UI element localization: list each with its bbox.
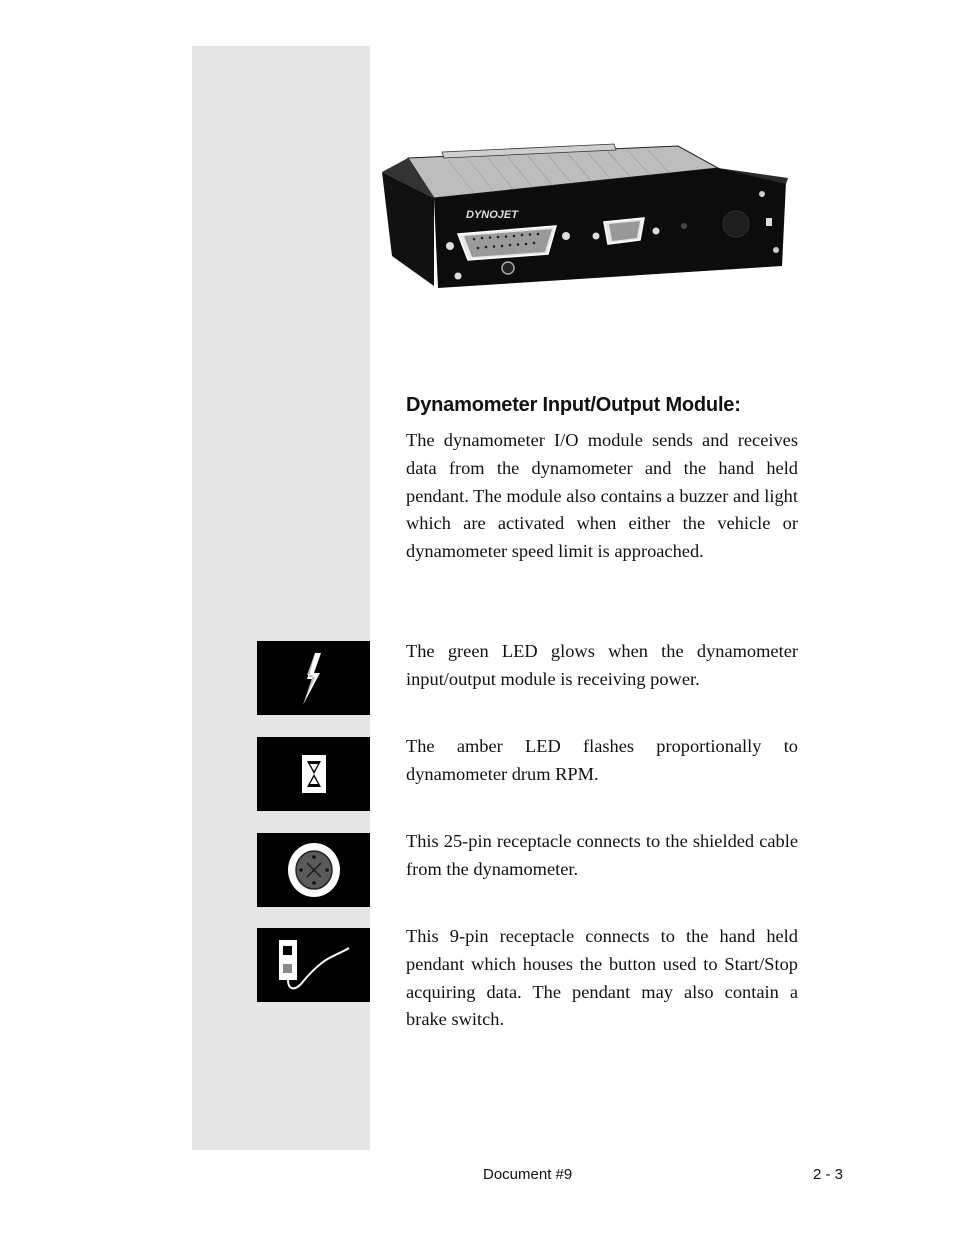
led-green-description: The green LED glows when the dynamometer input/output module is receiving power. [406, 641, 798, 689]
lightning-bolt-icon [257, 641, 370, 715]
section-heading: Dynamometer Input/Output Module: [406, 394, 741, 416]
connector-icon [257, 833, 370, 907]
footer-page-number: 2 - 3 [813, 1166, 844, 1183]
connector-9pin-description: This 9-pin receptacle connects to the hand held pendant which houses the button used to Start/Stop acquiring data. The pendant may also contain a brake switch. [406, 926, 798, 1030]
connector-25pin-description: This 25-pin receptacle connects to the shielded cable from the dynamometer. [406, 831, 798, 879]
intro-paragraph: The dynamometer I/O module sends and receives data from the dynamometer and the hand held pendant. The module also contains a buzzer and light which are activated when either the vehicle or dynamometer speed limit is approached. [406, 430, 798, 562]
footer-document: Document #9 [483, 1166, 573, 1183]
hourglass-icon [257, 737, 370, 811]
led-amber-description: The amber LED flashes proportionally to dynamometer drum RPM. [406, 736, 798, 784]
svg-text:DYNOJET: DYNOJET [466, 209, 518, 221]
io-module-photo [378, 138, 796, 294]
pendant-icon [257, 928, 370, 1002]
